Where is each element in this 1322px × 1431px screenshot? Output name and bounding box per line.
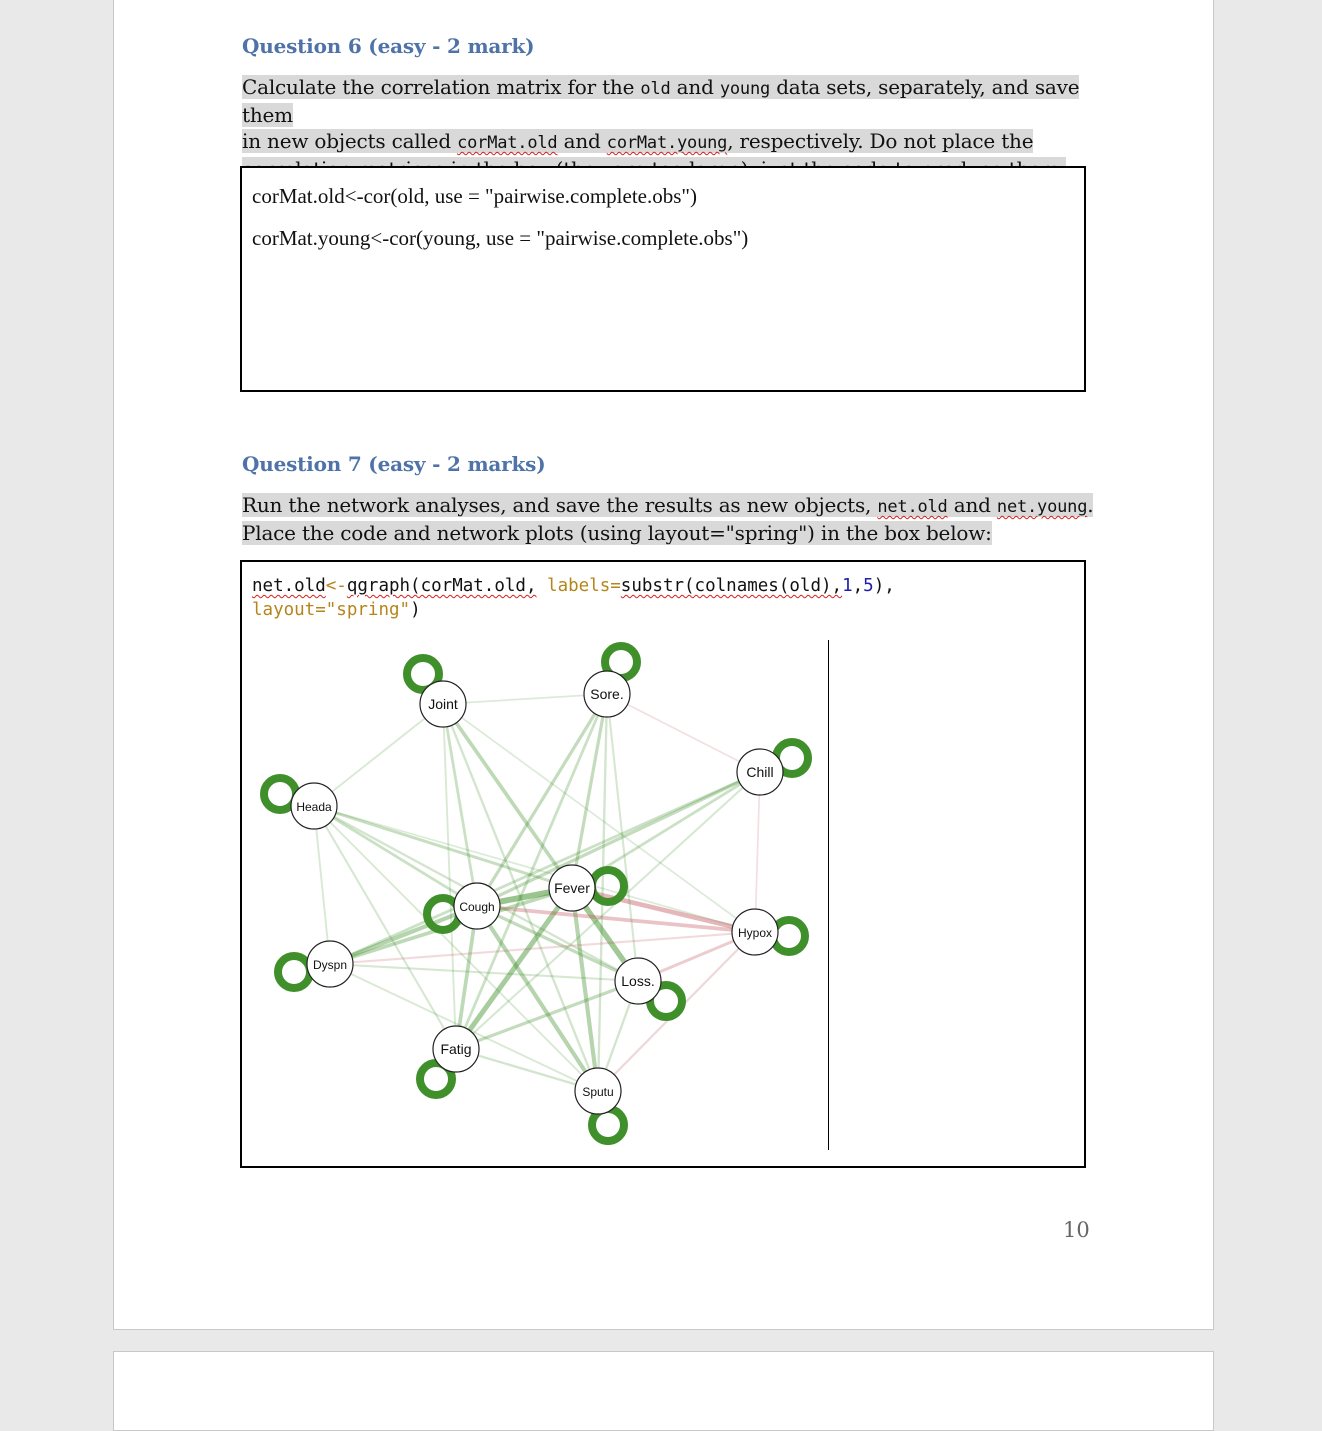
qgraph-code-line-2[interactable]: layout="spring") — [252, 600, 421, 620]
qgraph-code-line-1[interactable]: net.old<-qgraph(corMat.old, labels=substr(colnames(old),1,5), — [252, 576, 895, 596]
question-6-instructions: Calculate the correlation matrix for the old and young data sets, separately, and save them in new objects called corMat.old and corMat.young, respectively. Do not place the — [242, 74, 1092, 182]
node-label-sputu: Sputu — [582, 1085, 614, 1099]
question-6-heading: Question 6 (easy - 2 mark) — [242, 34, 535, 58]
page-number: 10 — [1063, 1218, 1090, 1242]
node-label-heada: Heada — [296, 800, 332, 814]
plot-divider-line — [828, 640, 829, 1150]
edge-dyspn-loss — [330, 964, 638, 981]
answer-code-line-2[interactable]: corMat.young<-cor(young, use = "pairwise.complete.obs") — [252, 226, 749, 250]
node-label-sore: Sore. — [590, 686, 624, 702]
node-label-hypox: Hypox — [737, 926, 773, 940]
edge-joint-sore — [443, 694, 607, 704]
question-7-heading: Question 7 (easy - 2 marks) — [242, 452, 546, 476]
edge-cough-hypox — [477, 906, 755, 932]
node-label-chill: Chill — [746, 764, 774, 780]
node-label-dyspn: Dyspn — [312, 958, 348, 972]
edge-sore-chill — [607, 694, 760, 772]
edge-chill-dyspn — [330, 772, 760, 964]
answer-code-line-1[interactable]: corMat.old<-cor(old, use = "pairwise.complete.obs") — [252, 184, 697, 208]
edge-joint-heada — [314, 704, 443, 806]
edge-heada-cough — [314, 806, 477, 906]
edge-joint-cough — [443, 704, 477, 906]
node-label-joint: Joint — [428, 696, 458, 712]
node-label-fever: Fever — [554, 880, 590, 896]
self-loop-dyspn — [278, 956, 310, 988]
next-document-page — [113, 1351, 1214, 1431]
node-label-loss: Loss. — [621, 973, 655, 989]
question-7-instructions: Run the network analyses, and save the results as new objects, net.old and net.young. Place the code and network plots (using layout="spring") in the box below: — [242, 493, 1094, 545]
edge-chill-hypox — [755, 772, 760, 932]
node-label-cough: Cough — [459, 900, 495, 914]
node-label-fatig: Fatig — [440, 1041, 472, 1057]
network-plot — [248, 630, 824, 1160]
